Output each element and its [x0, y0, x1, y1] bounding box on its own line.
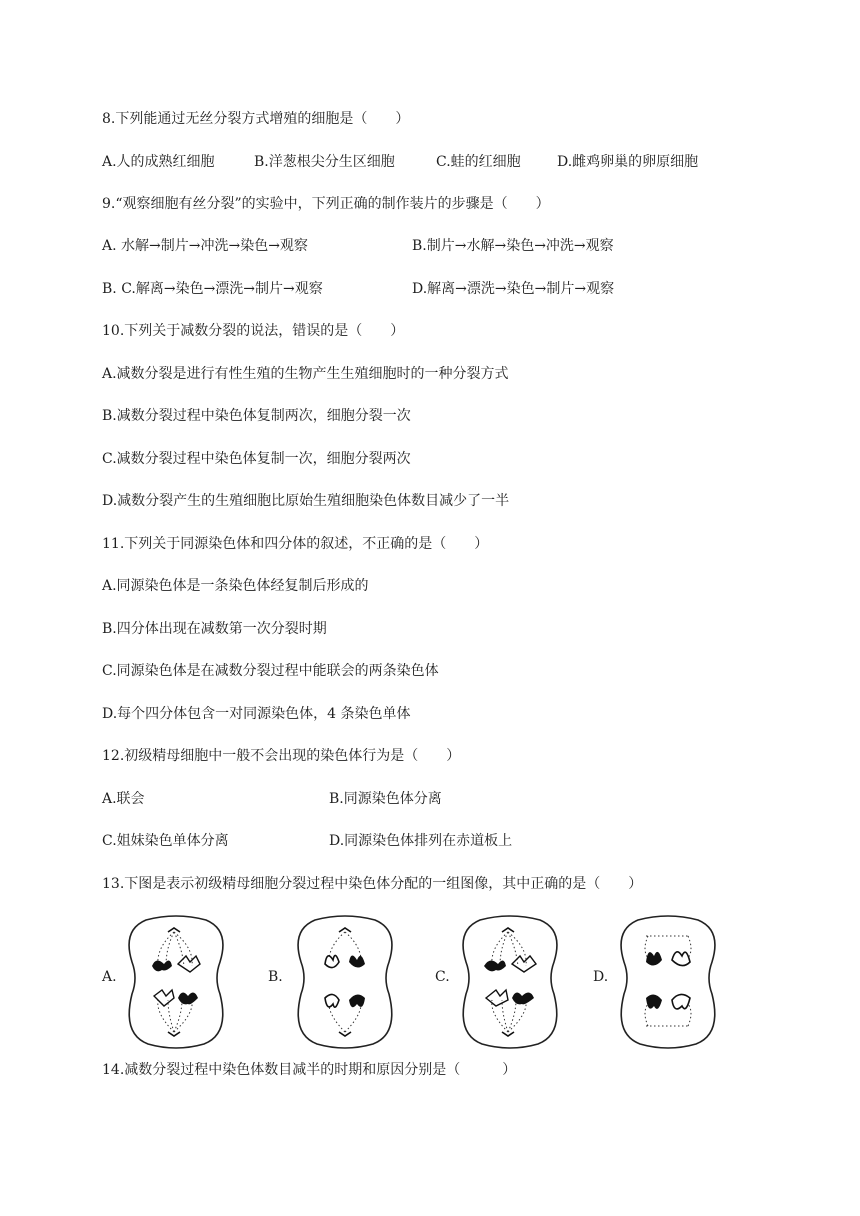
- chromosomes-top: [325, 955, 365, 967]
- q11-option-a: A.同源染色体是一条染色体经复制后形成的: [102, 578, 369, 594]
- figure-label-a: A.: [102, 969, 117, 985]
- cell-diagram-d: [608, 914, 728, 1050]
- q12-option-b: B.同源染色体分离: [329, 791, 442, 807]
- q9-option-a: A. 水解→制片→冲洗→染色→观察: [102, 238, 308, 254]
- cell-diagram-a: [116, 914, 236, 1050]
- centriole-bottom: [168, 1032, 180, 1036]
- question-11-stem: 11.下列关于同源染色体和四分体的叙述，不正确的是（ ）: [102, 536, 489, 552]
- chromosome-pair-top: [484, 956, 536, 972]
- figure-label-c: C.: [435, 969, 450, 985]
- q10-option-b: B.减数分裂过程中染色体复制两次，细胞分裂一次: [102, 408, 411, 424]
- q10-option-d: D.减数分裂产生的生殖细胞比原始生殖细胞染色体数目减少了一半: [102, 493, 510, 509]
- question-8-stem: 8.下列能通过无丝分裂方式增殖的细胞是（ ）: [102, 111, 410, 127]
- question-12-stem: 12.初级精母细胞中一般不会出现的染色体行为是（ ）: [102, 748, 461, 764]
- centriole-top: [168, 928, 180, 932]
- chromosome-pair-bottom: [154, 990, 198, 1006]
- chromosomes-top: [646, 952, 690, 966]
- question-10-stem: 10.下列关于减数分裂的说法，错误的是（ ）: [102, 323, 405, 339]
- question-14-stem: 14.减数分裂过程中染色体数目减半的时期和原因分别是（ ）: [102, 1062, 517, 1078]
- q8-option-d: D.雌鸡卵巢的卵原细胞: [557, 154, 699, 170]
- cell-diagram-c: [450, 914, 570, 1050]
- spindle-fibers: [492, 932, 526, 1032]
- question-13-stem: 13.下图是表示初级精母细胞分裂过程中染色体分配的一组图像，其中正确的是（ ）: [102, 876, 643, 892]
- q8-option-b: B.洋葱根尖分生区细胞: [254, 154, 395, 170]
- chromosome-pair-bottom: [486, 990, 534, 1006]
- cell-membrane: [298, 916, 392, 1048]
- figure-label-b: B.: [268, 969, 283, 985]
- q9-option-d: D.解离→漂洗→染色→制片→观察: [412, 281, 615, 297]
- q11-option-b: B.四分体出现在减数第一次分裂时期: [102, 621, 327, 637]
- q11-option-d: D.每个四分体包含一对同源染色体，4 条染色单体: [102, 706, 411, 722]
- cell-diagram-b: [285, 914, 405, 1050]
- q12-option-a: A.联会: [102, 791, 145, 807]
- q8-option-a: A.人的成熟红细胞: [102, 154, 215, 170]
- centriole-bottom: [339, 1032, 351, 1036]
- chromosomes-bottom: [646, 994, 690, 1008]
- q10-option-a: A.减数分裂是进行有性生殖的生物产生生殖细胞时的一种分裂方式: [102, 366, 509, 382]
- q9-option-c: B. C.解离→染色→漂洗→制片→观察: [102, 281, 323, 297]
- q11-option-c: C.同源染色体是在减数分裂过程中能联会的两条染色体: [102, 663, 439, 679]
- q9-option-b: B.制片→水解→染色→冲洗→观察: [412, 238, 614, 254]
- q10-option-c: C.减数分裂过程中染色体复制一次，细胞分裂两次: [102, 451, 411, 467]
- chromosome-pair-top: [152, 956, 200, 972]
- cell-membrane: [621, 916, 715, 1048]
- spindle-fibers: [329, 932, 361, 1032]
- q12-option-c: C.姐妹染色单体分离: [102, 833, 229, 849]
- figure-label-d: D.: [593, 969, 609, 985]
- question-9-stem: 9.“观察细胞有丝分裂”的实验中，下列正确的制作装片的步骤是（ ）: [102, 196, 550, 212]
- centriole-bottom: [502, 1032, 514, 1036]
- spindle-fibers: [645, 936, 691, 1026]
- q8-option-c: C.蛙的红细胞: [436, 154, 521, 170]
- centriole-top: [339, 928, 351, 932]
- spindle-fibers: [158, 932, 192, 1032]
- q12-option-d: D.同源染色体排列在赤道板上: [329, 833, 513, 849]
- centriole-top: [502, 928, 514, 932]
- chromosomes-bottom: [325, 994, 365, 1007]
